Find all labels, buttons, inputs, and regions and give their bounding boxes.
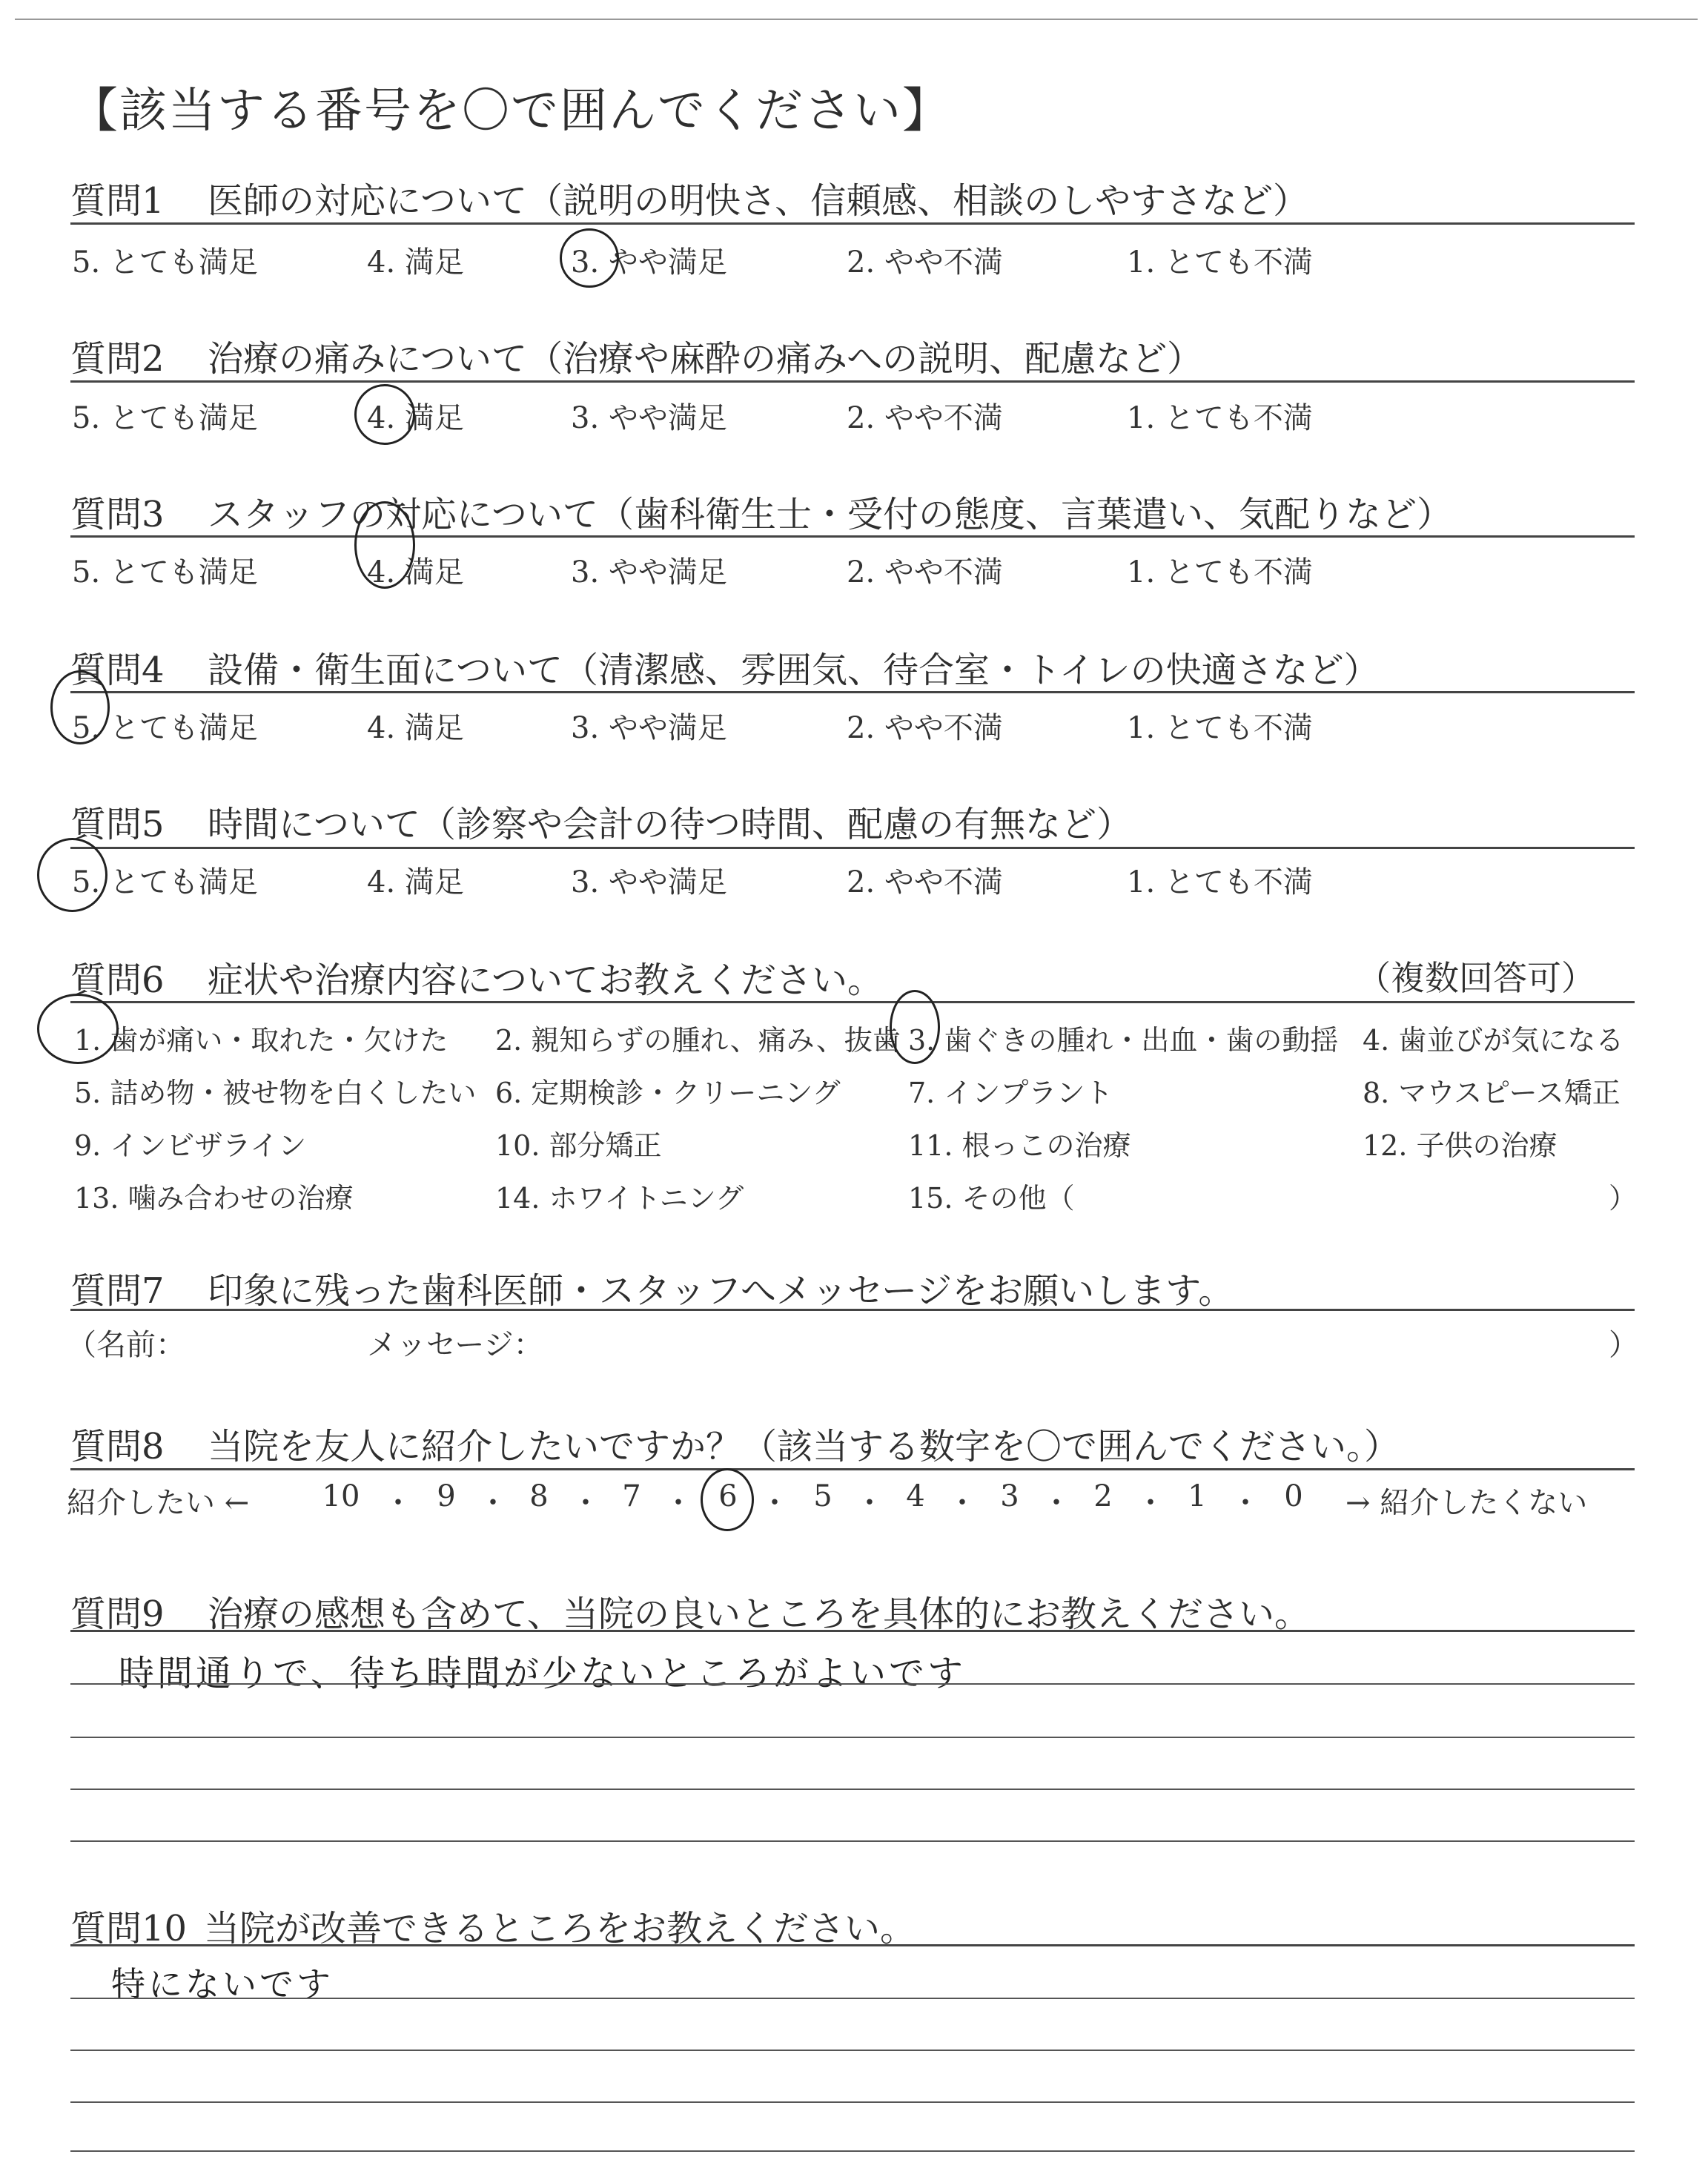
question-6-title — [70, 951, 883, 1003]
scale-separator: ・ — [1136, 1486, 1165, 1520]
question-rule — [70, 847, 1635, 849]
question-number: 質問4 — [70, 650, 165, 691]
scale-8[interactable]: 8 — [529, 1479, 549, 1513]
q6-option-6[interactable]: 6. 定期検診・クリーニング — [495, 1077, 841, 1109]
question-2-title — [70, 330, 1202, 381]
question-rule — [70, 1309, 1635, 1311]
q6-option-5[interactable]: 5. 詰め物・被せ物を白くしたい — [74, 1077, 477, 1109]
q6-option-14[interactable]: 14. ホワイトニング — [495, 1182, 744, 1215]
writing-line — [70, 1683, 1635, 1685]
writing-line — [70, 1998, 1635, 1999]
option-4[interactable]: 4. 満足 — [367, 555, 464, 589]
option-3[interactable]: 3. やや満足 — [571, 711, 727, 745]
scale-0[interactable]: 0 — [1284, 1479, 1303, 1513]
option-1[interactable]: 1. とても不満 — [1127, 865, 1313, 899]
selection-circle — [560, 228, 619, 288]
question-number: 質問10 — [70, 1908, 188, 1949]
scale-separator: ・ — [478, 1486, 508, 1520]
question-number: 質問1 — [70, 180, 165, 222]
scale-9[interactable]: 9 — [437, 1479, 456, 1513]
selection-circle — [701, 1468, 754, 1531]
q6-option-3[interactable]: 3. 歯ぐきの腫れ・出血・歯の動揺 — [908, 1024, 1339, 1057]
scale-separator: ・ — [383, 1486, 413, 1520]
option-5[interactable]: 5. とても満足 — [72, 245, 258, 280]
scale-7[interactable]: 7 — [622, 1479, 641, 1513]
scale-separator: ・ — [855, 1486, 884, 1520]
option-3[interactable]: 3. やや満足 — [571, 555, 727, 589]
message-label: メッセージ： — [367, 1328, 543, 1362]
option-3[interactable]: 3. やや満足 — [571, 865, 727, 899]
question-rule — [70, 1630, 1635, 1632]
scale-separator: ・ — [571, 1486, 600, 1520]
question-number: 質問7 — [70, 1270, 165, 1312]
multiple-answers-note: （複数回答可） — [1357, 958, 1595, 998]
page-header: 【該当する番号を〇で囲んでください】 — [70, 84, 951, 139]
selection-circle — [50, 670, 110, 744]
question-rule — [70, 380, 1635, 383]
q6-option-11[interactable]: 11. 根っこの治療 — [908, 1129, 1131, 1162]
question-3-title — [70, 486, 1452, 537]
question-number: 質問5 — [70, 804, 165, 845]
q6-option-1[interactable]: 1. 歯が痛い・取れた・欠けた — [74, 1024, 448, 1057]
selection-circle — [354, 384, 415, 445]
question-text: 医師の対応について（説明の明快さ、信頼感、相談のしやすさなど） — [208, 180, 1309, 222]
message-close: ） — [1609, 1328, 1638, 1362]
option-5[interactable]: 5. とても満足 — [72, 401, 258, 435]
option-3[interactable]: 3. やや満足 — [571, 401, 727, 435]
option-4[interactable]: 4. 満足 — [367, 711, 464, 745]
option-2[interactable]: 2. やや不満 — [847, 711, 1003, 745]
question-text: 当院が改善できるところをお教えください。 — [204, 1908, 916, 1949]
option-2[interactable]: 2. やや不満 — [847, 555, 1003, 589]
selection-circle — [37, 994, 119, 1064]
question-rule — [70, 691, 1635, 693]
q6-option-10[interactable]: 10. 部分矯正 — [495, 1129, 662, 1162]
question-text: 症状や治療内容についてお教えください。 — [208, 960, 884, 1001]
question-9-title — [70, 1585, 1310, 1636]
q6-option-7[interactable]: 7. インプラント — [908, 1077, 1113, 1109]
question-number: 質問6 — [70, 960, 165, 1001]
question-rule — [70, 1001, 1635, 1003]
scale-separator: ・ — [1042, 1486, 1071, 1520]
question-number: 質問8 — [70, 1426, 165, 1467]
scale-5[interactable]: 5 — [813, 1479, 833, 1513]
scale-1[interactable]: 1 — [1188, 1479, 1207, 1513]
option-1[interactable]: 1. とても不満 — [1127, 401, 1313, 435]
scale-separator: ・ — [947, 1486, 977, 1520]
question-text: 治療の感想も含めて、当院の良いところを具体的にお教えください。 — [208, 1593, 1311, 1635]
handwritten-answer: 時間通りで、待ち時間が少ないところがよいです — [119, 1653, 967, 1694]
q6-option-2[interactable]: 2. 親知らずの腫れ、痛み、抜歯 — [495, 1024, 901, 1057]
question-text: 当院を友人に紹介したいですか？（該当する数字を〇で囲んでください。） — [208, 1426, 1400, 1467]
q6-other-close: ） — [1609, 1182, 1638, 1215]
scale-10[interactable]: 10 — [322, 1479, 360, 1513]
writing-line — [70, 2150, 1635, 2152]
question-rule — [70, 1944, 1635, 1946]
option-1[interactable]: 1. とても不満 — [1127, 245, 1313, 280]
q6-option-13[interactable]: 13. 噛み合わせの治療 — [74, 1182, 354, 1215]
writing-line — [70, 2101, 1635, 2103]
handwritten-answer: 特にないです — [111, 1964, 334, 2004]
question-number: 質問3 — [70, 494, 165, 535]
option-2[interactable]: 2. やや不満 — [847, 245, 1003, 280]
question-8-title — [70, 1418, 1400, 1469]
scale-3[interactable]: 3 — [1000, 1479, 1019, 1513]
writing-line — [70, 2050, 1635, 2051]
option-3[interactable]: 3. やや満足 — [571, 245, 727, 280]
scale-4[interactable]: 4 — [906, 1479, 925, 1513]
question-text: スタッフの対応について（歯科衛生士・受付の態度、言葉遣い、気配りなど） — [208, 494, 1453, 535]
question-rule — [70, 1468, 1635, 1470]
scale-separator: ・ — [663, 1486, 693, 1520]
question-number: 質問9 — [70, 1593, 165, 1635]
option-5[interactable]: 5. とても満足 — [72, 555, 258, 589]
q6-option-4[interactable]: 4. 歯並びが気になる — [1363, 1024, 1624, 1057]
question-7-title — [70, 1262, 1234, 1313]
question-1-title — [70, 172, 1308, 223]
selection-circle — [890, 990, 940, 1064]
scale-6[interactable]: 6 — [718, 1479, 738, 1513]
writing-line — [70, 1789, 1635, 1790]
option-5[interactable]: 5. とても満足 — [72, 711, 258, 745]
selection-circle — [354, 501, 415, 589]
recommend-right-label: → 紹介したくない — [1345, 1486, 1588, 1520]
writing-line — [70, 1737, 1635, 1738]
q6-option-9[interactable]: 9. インビザライン — [74, 1129, 307, 1162]
question-4-title — [70, 641, 1380, 693]
question-rule — [70, 535, 1635, 538]
question-number: 質問2 — [70, 338, 165, 380]
question-10-title — [70, 1900, 916, 1951]
question-5-title — [70, 796, 1132, 847]
writing-line — [70, 1840, 1635, 1842]
scale-separator: ・ — [760, 1486, 790, 1520]
scale-2[interactable]: 2 — [1093, 1479, 1113, 1513]
option-1[interactable]: 1. とても不満 — [1127, 711, 1313, 745]
q6-option-8[interactable]: 8. マウスピース矯正 — [1363, 1077, 1621, 1109]
question-text: 時間について（診察や会計の待つ時間、配慮の有無など） — [208, 804, 1133, 845]
option-5[interactable]: 5. とても満足 — [72, 865, 258, 899]
option-4[interactable]: 4. 満足 — [367, 865, 464, 899]
option-4[interactable]: 4. 満足 — [367, 401, 464, 435]
question-text: 印象に残った歯科医師・スタッフへメッセージをお願いします。 — [208, 1270, 1234, 1312]
q6-option-15[interactable]: 15. その他（ — [908, 1182, 1075, 1215]
name-label: （名前： — [67, 1328, 185, 1362]
option-1[interactable]: 1. とても不満 — [1127, 555, 1313, 589]
question-text: 設備・衛生面について（清潔感、雰囲気、待合室・トイレの快適さなど） — [208, 650, 1380, 691]
recommend-left-label: 紹介したい ← — [67, 1486, 250, 1520]
scale-separator: ・ — [1231, 1486, 1260, 1520]
option-2[interactable]: 2. やや不満 — [847, 401, 1003, 435]
option-2[interactable]: 2. やや不満 — [847, 865, 1003, 899]
q6-option-12[interactable]: 12. 子供の治療 — [1363, 1129, 1558, 1162]
question-text: 治療の痛みについて（治療や麻酔の痛みへの説明、配慮など） — [208, 338, 1203, 380]
option-4[interactable]: 4. 満足 — [367, 245, 464, 280]
selection-circle — [37, 838, 107, 912]
top-border — [15, 19, 1698, 20]
question-rule — [70, 222, 1635, 225]
